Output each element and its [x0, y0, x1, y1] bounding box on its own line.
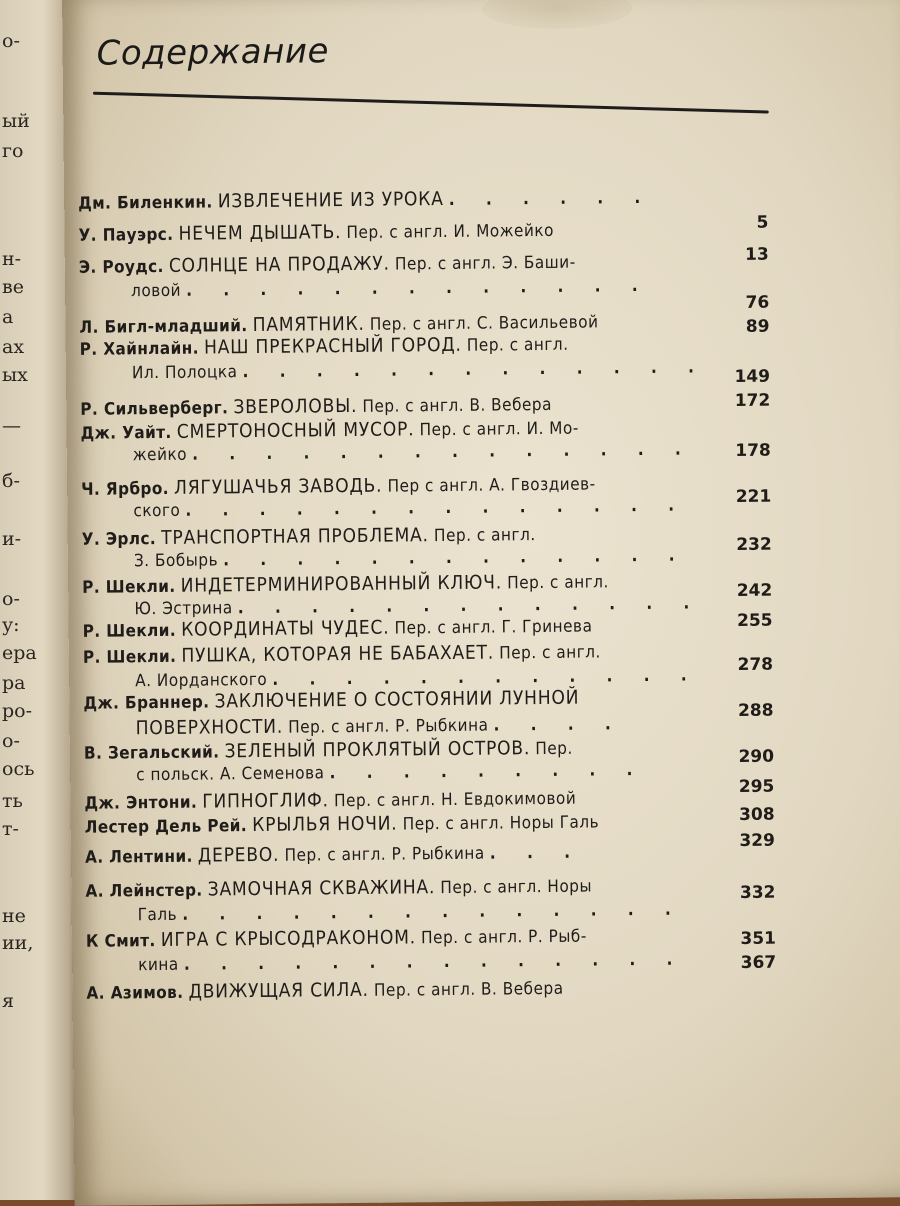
left-page-fragment: о-	[2, 730, 20, 752]
toc-trans: Пер. с англ. В. Вебера	[373, 978, 564, 1001]
left-page-fragment: ии,	[2, 932, 34, 954]
toc-author: Л. Бигл-младший.	[79, 316, 248, 338]
toc-entry-line	[81, 472, 596, 499]
toc-title: ЗЕЛЕНЫЙ ПРОКЛЯТЫЙ ОСТРОВ.	[224, 737, 531, 763]
toc-entry-line	[138, 900, 684, 926]
left-page-fragment: ера	[2, 642, 37, 664]
toc-title: ИЗВЛЕЧЕНИЕ ИЗ УРОКА	[217, 188, 444, 213]
toc-entry-line	[131, 276, 651, 301]
left-page-fragment: ах	[2, 336, 25, 358]
toc-entry-line	[85, 874, 592, 901]
left-page-fragment: и-	[2, 528, 22, 550]
toc-entry-line	[136, 712, 624, 739]
left-page-fragment: го	[2, 140, 24, 162]
left-page-fragment: ть	[2, 790, 23, 812]
toc-entry-line	[84, 737, 573, 764]
toc-entry-line	[85, 841, 583, 868]
toc-author: Дм. Биленкин.	[78, 192, 213, 214]
toc-title: ЗАКЛЮЧЕНИЕ О СОСТОЯНИИ ЛУННОЙ	[214, 686, 580, 713]
toc-title: НАШ ПРЕКРАСНЫЙ ГОРОД.	[203, 333, 462, 359]
toc-author: У. Эрлс.	[81, 529, 157, 550]
toc-trans: Ил. Полоцка	[131, 362, 238, 384]
toc-trans: Галь	[137, 904, 178, 926]
toc-author: А. Лейнстер.	[85, 880, 203, 902]
toc-dots: . . . . . .	[448, 187, 654, 210]
toc-title: КРЫЛЬЯ НОЧИ.	[252, 812, 398, 837]
toc-trans: Пер. с англ.	[466, 334, 569, 356]
toc-title: КООРДИНАТЫ ЧУДЕС.	[181, 616, 390, 641]
toc-page-number: 221	[735, 486, 772, 507]
toc-dots: . . . . . . . . . . . .	[272, 665, 700, 690]
toc-trans: Пер.	[535, 738, 573, 760]
toc-title: ГИПНОГЛИФ.	[202, 789, 329, 813]
toc-trans: Пер. с англ. И. Можейко	[346, 220, 555, 244]
toc-trans: Пер. с англ. Р. Рыбкина	[288, 715, 489, 738]
toc-title: ДЕРЕВО.	[197, 843, 280, 867]
toc-author: А. Азимов.	[86, 982, 184, 1004]
toc-trans: ловой	[131, 280, 182, 302]
toc-author: Ч. Ярбро.	[81, 478, 170, 500]
toc-trans: кина	[138, 954, 179, 976]
toc-page-number: 89	[745, 316, 770, 337]
toc-title: ПОВЕРХНОСТИ.	[135, 715, 284, 740]
left-page-fragment: не	[2, 905, 26, 927]
toc-title: ПАМЯТНИК.	[252, 312, 365, 337]
toc-entry-line	[84, 787, 576, 814]
left-page-fragment: ых	[2, 364, 28, 386]
toc-dots: . . . . . . . . . . . . . .	[182, 899, 684, 925]
toc-trans: Пер. с англ. С. Васильевой	[369, 312, 599, 335]
toc-entry-line	[133, 495, 687, 521]
toc-page-number: 232	[736, 534, 772, 555]
toc-page-number: 308	[739, 804, 775, 825]
toc-trans: З. Бобырь	[133, 550, 219, 572]
toc-page-number: 13	[744, 244, 769, 265]
toc-page-number: 329	[739, 830, 776, 851]
toc-entry-line	[132, 357, 707, 383]
left-page-fragment: у:	[2, 614, 20, 636]
toc-author: Р. Шекли.	[82, 576, 176, 598]
toc-page-number: 367	[740, 952, 777, 973]
toc-author: У. Пауэрс.	[78, 224, 174, 246]
toc-dots: . . . . . . . . . . . . .	[237, 593, 703, 619]
left-page-fragment: б-	[2, 470, 20, 492]
toc-author: Р. Хайнлайн.	[79, 338, 199, 360]
left-page-fragment: т-	[2, 818, 19, 840]
toc-author: Лестер Дель Рей.	[84, 816, 248, 838]
toc-page-number: 149	[734, 366, 771, 387]
toc-dots: . . . . . . . . . . . . .	[223, 545, 688, 571]
toc-entry-line	[78, 219, 554, 246]
toc-title: ЗАМОЧНАЯ СКВАЖИНА.	[207, 876, 436, 901]
left-page-fragment: —	[2, 415, 21, 437]
toc-entry-line	[134, 545, 688, 571]
toc-trans: Пер. с англ. В. Вебера	[362, 394, 553, 417]
left-page-fragment: о-	[2, 588, 20, 610]
toc-page-number: 5	[756, 212, 769, 233]
toc-entry-line	[80, 333, 569, 360]
toc-trans: Пер. с англ. Н. Евдокимовой	[333, 788, 577, 812]
toc-author: Дж. Энтони.	[84, 792, 198, 814]
toc-entry-line	[78, 186, 653, 214]
toc-trans: с польск. А. Семенова	[136, 763, 325, 786]
toc-page-number: 172	[734, 390, 771, 411]
toc-page-number: 290	[738, 746, 775, 767]
toc-trans: Пер. с англ.	[499, 642, 601, 664]
toc-entry-line	[83, 687, 579, 714]
toc-page-number: 332	[739, 882, 776, 903]
toc-page-number: 351	[740, 928, 777, 949]
toc-entry-line	[86, 977, 563, 1004]
toc-author: Р. Шекли.	[82, 620, 177, 642]
toc-entry-line	[133, 439, 694, 465]
left-page-fragment: я	[2, 990, 14, 1012]
toc-trans: Пер. с англ.	[507, 572, 609, 594]
toc-entry-line	[83, 640, 601, 667]
toc-page-number: 278	[737, 654, 774, 675]
toc-trans: жейко	[132, 444, 188, 466]
toc-trans: А. Иорданского	[135, 669, 268, 692]
toc-author: Дж. Браннер.	[83, 692, 210, 714]
toc-dots: . . . . . . . . .	[329, 759, 646, 784]
left-page-fragment: ый	[2, 110, 30, 132]
table-of-contents	[62, 0, 900, 1194]
toc-page-number: 178	[735, 440, 771, 461]
main-page	[62, 0, 900, 1206]
toc-entry-line	[136, 760, 645, 785]
toc-dots: . . .	[489, 842, 584, 864]
toc-author: Р. Шекли.	[82, 646, 177, 668]
toc-dots: . . . .	[493, 714, 624, 736]
toc-trans: Пер. с англ. Р. Рыб-	[421, 926, 587, 949]
toc-trans: Пер. с англ. Р. Рыбкина	[284, 843, 485, 866]
left-page-fragment: ось	[2, 758, 35, 780]
toc-author: А. Лентини.	[84, 846, 193, 868]
toc-trans: Пер с англ. А. Гвоздиев-	[387, 474, 596, 497]
toc-entry-line	[86, 925, 587, 952]
toc-author: Э. Роудс.	[78, 256, 164, 278]
toc-dots: . . . . . . . . . . . . . .	[183, 949, 686, 975]
toc-title: ТРАНСПОРТНАЯ ПРОБЛЕМА.	[161, 524, 429, 549]
toc-trans: Ю. Эстрина	[134, 598, 233, 620]
toc-entry-line	[80, 417, 578, 444]
left-page-fragment: ра	[2, 672, 26, 694]
toc-entry-line	[79, 251, 576, 278]
toc-title: СМЕРТОНОСНЫЙ МУСОР.	[176, 418, 415, 443]
left-page-fragment: о-	[2, 30, 20, 52]
toc-title: ЗВЕРОЛОВЫ.	[233, 394, 358, 419]
left-page-fragment: ро-	[2, 700, 33, 722]
toc-title: СОЛНЦЕ НА ПРОДАЖУ.	[168, 252, 390, 277]
toc-trans: Пер. с англ.	[433, 525, 536, 547]
toc-trans: Пер. с англ. И. Мо-	[419, 418, 579, 441]
left-page-fragment: а	[2, 306, 14, 328]
toc-trans: Пер. с англ. Э. Баши-	[394, 252, 576, 275]
toc-title: НЕЧЕМ ДЫШАТЬ.	[178, 221, 342, 245]
toc-entry-line	[80, 393, 552, 420]
toc-entry-line	[82, 523, 536, 550]
page-title: Содержание	[96, 31, 330, 74]
toc-dots: . . . . . . . . . . . . . .	[192, 439, 694, 465]
toc-author: Дж. Уайт.	[80, 422, 172, 444]
toc-page-number: 255	[736, 610, 773, 631]
toc-author: Р. Сильверберг.	[80, 398, 229, 420]
toc-title: ИНДЕТЕРМИНИРОВАННЫЙ КЛЮЧ.	[180, 571, 503, 597]
toc-trans: ского	[133, 500, 181, 522]
toc-trans: Пер. с англ. Норы	[440, 876, 593, 899]
toc-author: В. Зегальский.	[83, 742, 220, 764]
left-page-fragment: ве	[2, 276, 24, 298]
toc-page-number: 76	[745, 292, 770, 313]
toc-title: ЛЯГУШАЧЬЯ ЗАВОДЬ.	[173, 474, 383, 499]
toc-entry-line	[138, 950, 685, 976]
left-page-fragment: н-	[2, 248, 22, 270]
toc-title: ПУШКА, КОТОРАЯ НЕ БАБАХАЕТ.	[181, 641, 495, 667]
toc-author: К Смит.	[85, 931, 156, 952]
toc-dots: . . . . . . . . . . . . .	[242, 357, 708, 383]
toc-trans: Пер. с англ. Г. Гринева	[394, 616, 593, 639]
toc-entry-line	[85, 810, 600, 837]
toc-dots: . . . . . . . . . . . . . .	[185, 495, 688, 521]
toc-page-number: 242	[736, 580, 773, 601]
toc-page-number: 288	[737, 700, 774, 721]
toc-trans: Пер. с англ. Норы Галь	[402, 812, 600, 835]
toc-page-number: 295	[738, 776, 775, 797]
toc-title: ДВИЖУЩАЯ СИЛА.	[188, 978, 369, 1003]
toc-entry-line	[82, 570, 609, 598]
toc-dots: . . . . . . . . . . . . .	[186, 275, 651, 301]
toc-entry-line	[83, 614, 593, 641]
toc-title: ИГРА С КРЫСОДРАКОНОМ.	[160, 926, 417, 952]
